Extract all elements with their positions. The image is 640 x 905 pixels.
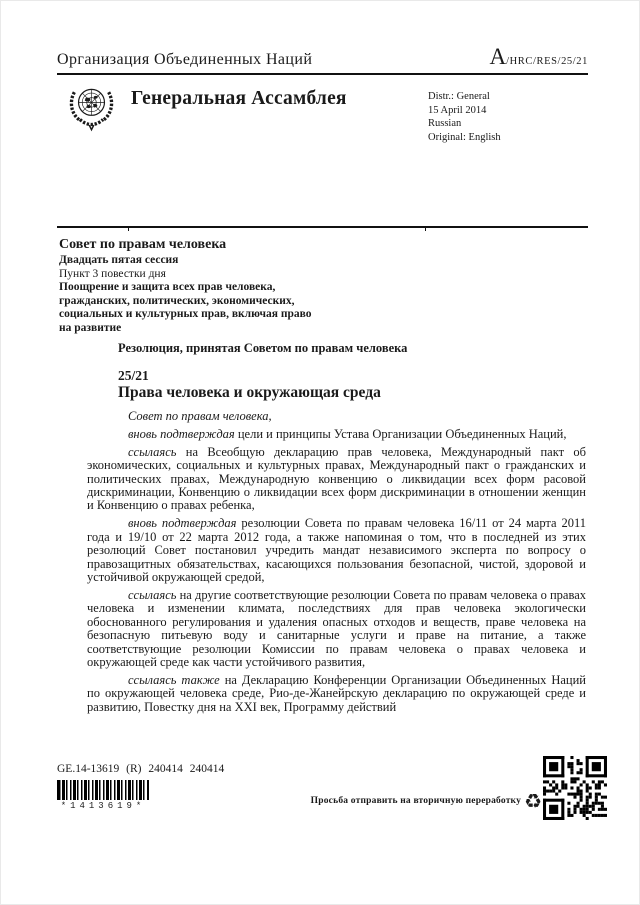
body-paragraph: ссылаясь на другие соответствующие резолюции Совета по правам человека о правах человека и изменении климата, последствиях для прав человека экологически обоснованного регулирования и удаления опасных отходов и веществ, праве человека на безопасную питьевую воду и санитарные услуги и праве на питание, а также соответствующие резолюции Комиссии по правам человека о правах человека и окружающей среде как части устойчивого развития, (87, 587, 586, 669)
distr-line: Distr.: General (428, 91, 490, 102)
document-symbol-rest: /HRC/RES/25/21 (506, 56, 588, 67)
header-divider (57, 73, 588, 75)
section-divider (57, 226, 588, 228)
council-title: Совет по правам человека (59, 237, 227, 252)
session-block (59, 236, 321, 335)
resolution-title: Права человека и окружающая среда (118, 384, 381, 401)
resolution-heading: Резолюция, принятая Советом по правам человека (118, 341, 408, 355)
recycle-icon: ♻ (524, 789, 542, 813)
barcode-text: *1413619* (60, 801, 146, 811)
language-line: Russian (428, 118, 462, 130)
paragraph-lead-in: вновь подтверждая (128, 516, 237, 531)
original-language-line: Original: English (428, 132, 501, 144)
barcode (57, 780, 149, 800)
document-symbol-letter: A (489, 44, 507, 69)
agenda-title: Поощрение и защита всех прав человека, гражданских, политических, экономических, социальных и культурных прав, включая право на развитие (59, 281, 312, 334)
session-number: Двадцать пятая сессия (59, 254, 179, 266)
document-symbol (489, 44, 588, 70)
assembly-title: Генеральная Ассамблея (131, 88, 347, 109)
paragraph-lead-in: ссылаясь также (128, 672, 220, 687)
divider-tick (425, 228, 426, 231)
body-paragraph: вновь подтверждая резолюции Совета по правам человека 16/11 от 24 марта 2011 года и 19/10 от 22 марта 2012 года, а также напоминая о том, что в последней из этих резолюций Совет постановил учредить мандат независимого эксперта по вопросу о правозащитных обязательствах, касающихся пользования безопасной, чистой, здоровой и устойчивой окружающей средой, (87, 516, 586, 584)
body-paragraph: ссылаясь на Всеобщую декларацию прав человека, Международный пакт об экономических, социальных и культурных правах, Международный пакт о гражданских и политических правах, Международную конвенцию о ликвидации всех форм расовой дискриминации, Конвенцию о ликвидации всех форм дискриминации в отношении женщин и Конвенцию о правах ребенка, (87, 444, 586, 513)
paragraph-lead-in: вновь подтверждая (128, 426, 235, 441)
divider-tick (128, 228, 129, 231)
recycle-note-text: Просьба отправить на вторичную переработку (310, 796, 522, 806)
distribution-block (428, 90, 501, 145)
paragraphs (87, 410, 586, 719)
paragraph-lead-in: ссылаясь (128, 587, 177, 602)
resolution-number: 25/21 (118, 368, 149, 383)
body-paragraph (87, 410, 586, 423)
paragraph-lead-in: ссылаясь (128, 444, 177, 459)
date-line: 15 April 2014 (428, 104, 487, 116)
un-emblem-icon (63, 82, 120, 132)
body-paragraph: вновь подтверждая цели и принципы Устава Организации Объединенных Наций, (128, 426, 567, 441)
body-paragraph: ссылаясь также на Декларацию Конференции Организации Объединенных Наций по окружающей человека среде, Рио-де-Жанейрскую декларацию по окружающей среде и развитию, Повестку дня на XXI век, Программу действий (87, 672, 586, 714)
footer-document-id: GE.14-13619 (R) 240414 240414 (57, 763, 225, 775)
qr-code-icon (543, 756, 607, 820)
agenda-item: Пункт 3 повестки дня (59, 267, 166, 280)
org-name: Организация Объединенных Наций (57, 51, 313, 68)
paragraph-lead-in: Совет по правам человека, (128, 409, 272, 423)
recycle-note (260, 788, 542, 814)
